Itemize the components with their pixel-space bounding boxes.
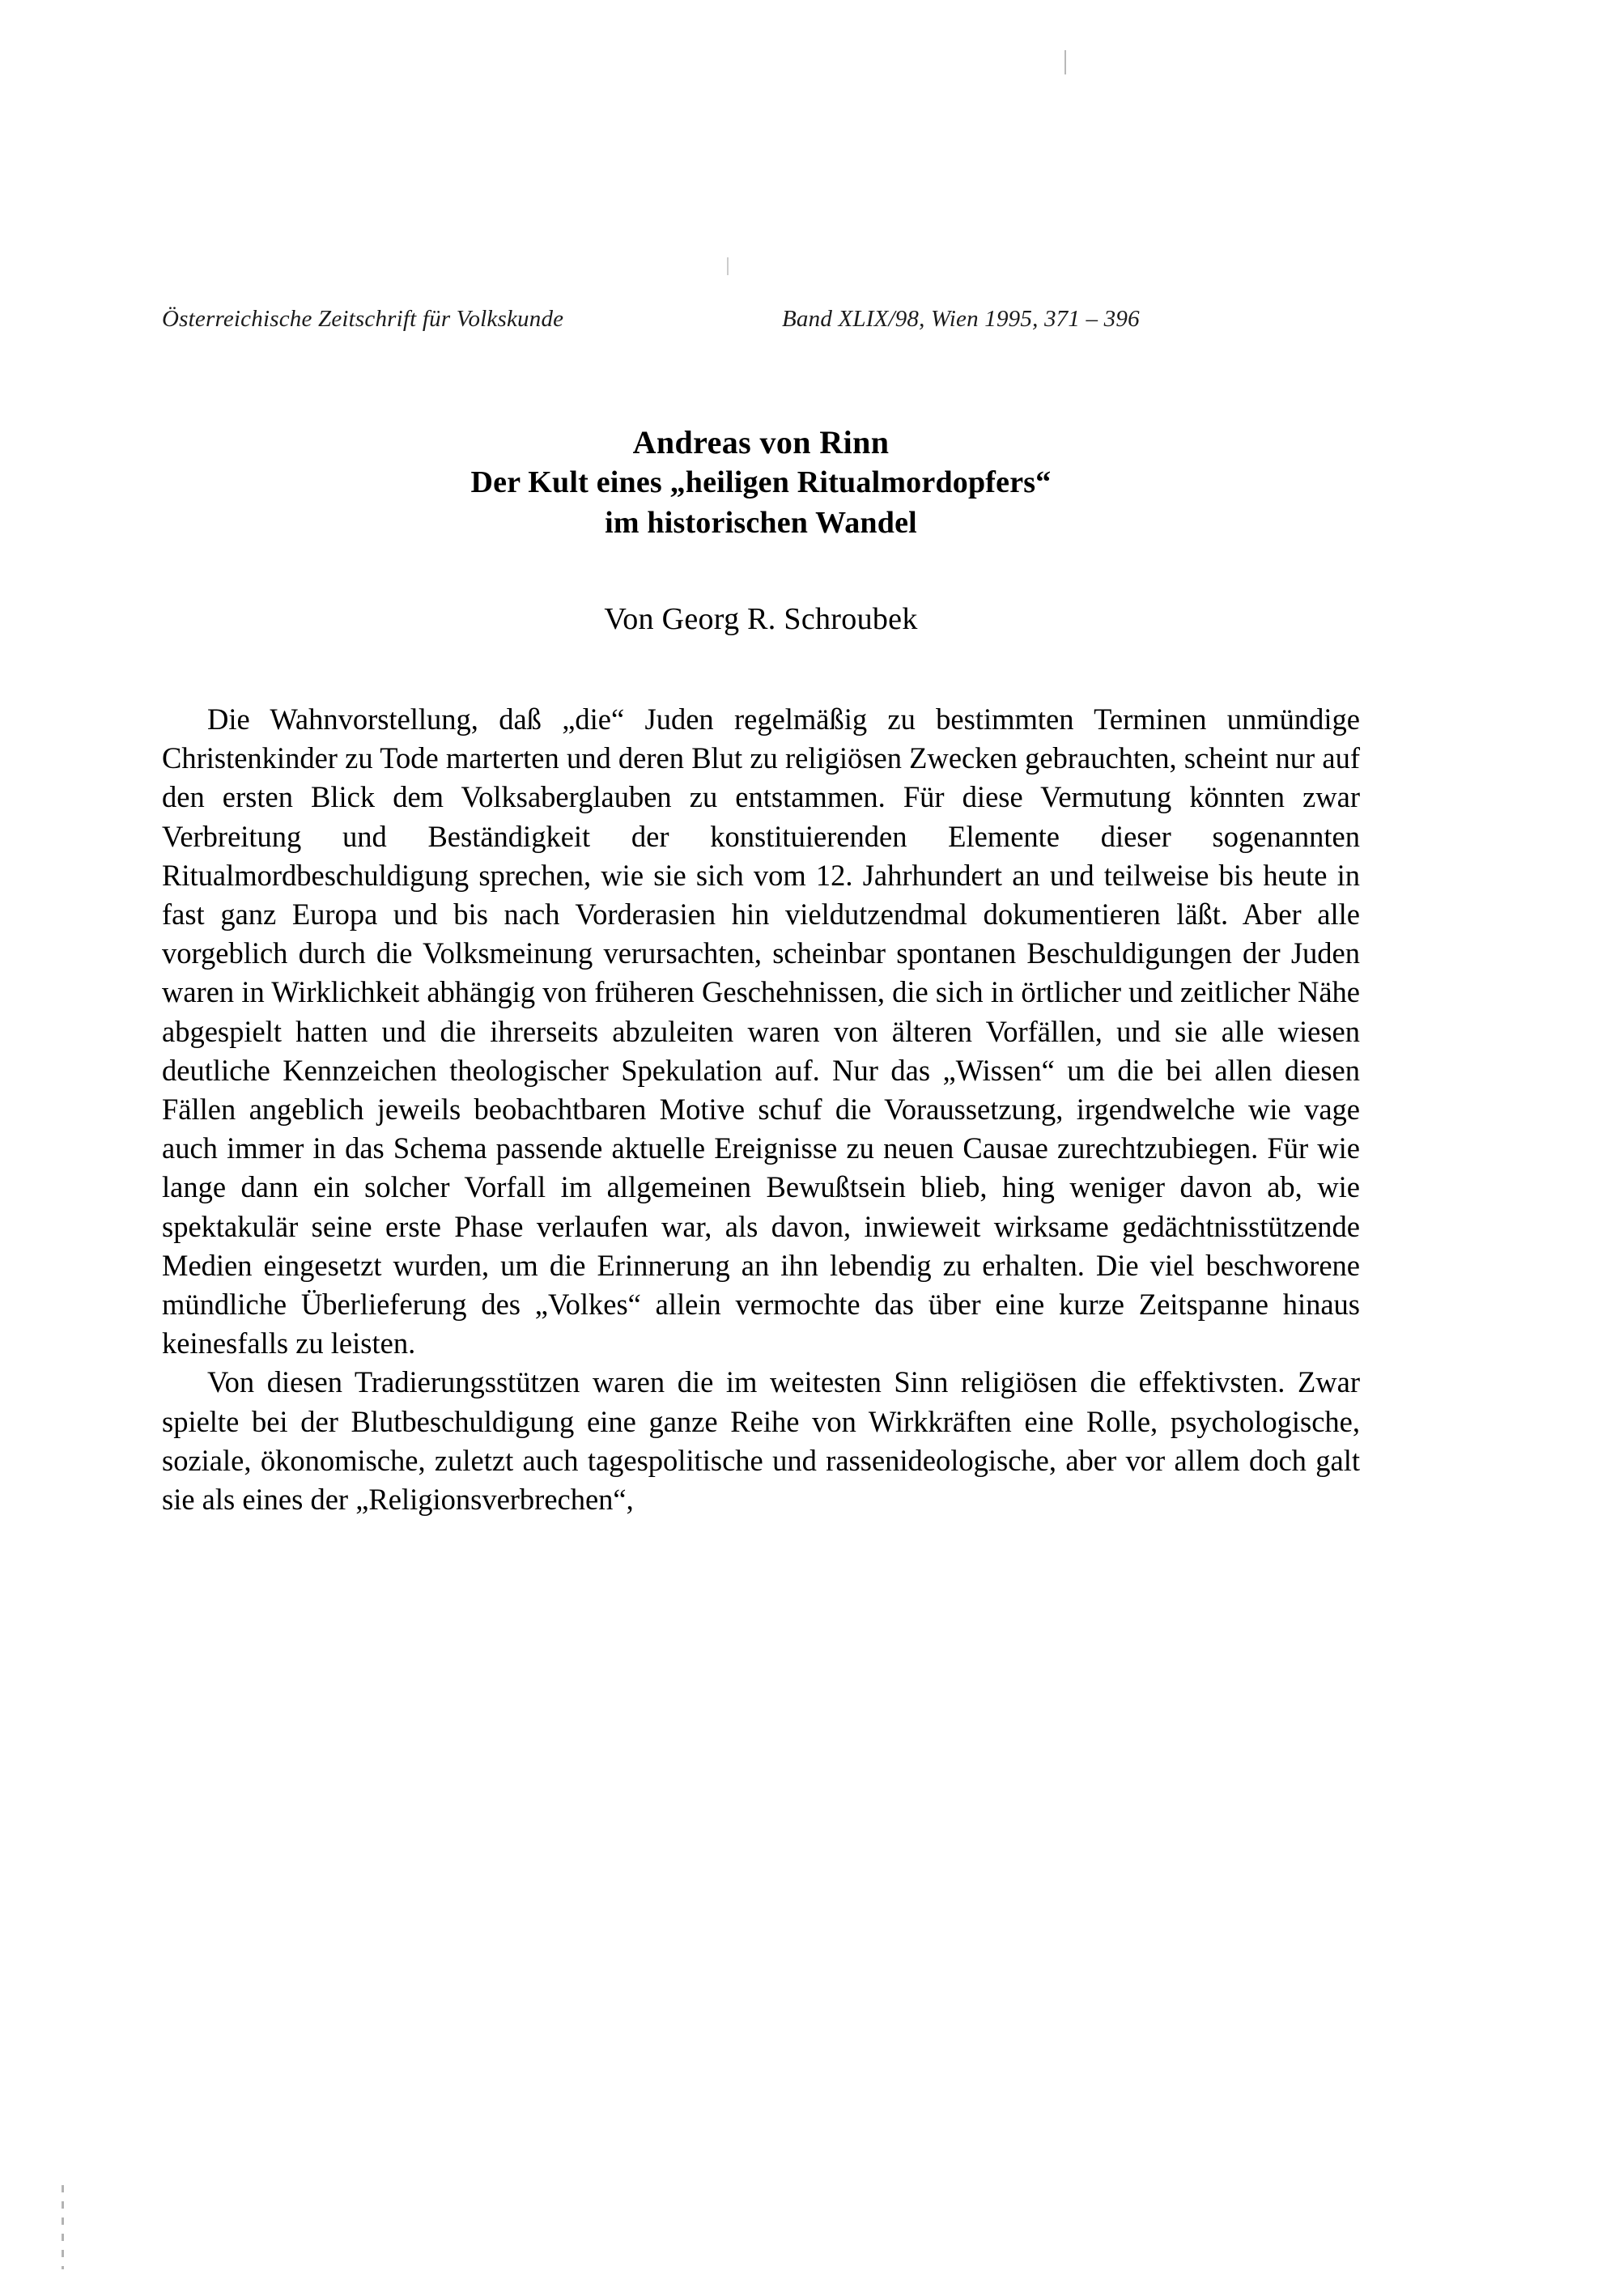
journal-issue-info: Band XLIX/98, Wien 1995, 371 – 396 xyxy=(782,306,1140,332)
article-author: Von Georg R. Schroubek xyxy=(604,601,918,636)
journal-name: Österreichische Zeitschrift für Volkskunde xyxy=(162,306,564,332)
page-content xyxy=(162,0,1360,1519)
journal-running-head xyxy=(162,306,1360,333)
title-line-2: Der Kult eines „heiligen Ritualmordopfers“ xyxy=(470,465,1052,500)
title-line-1: Andreas von Rinn xyxy=(632,424,890,460)
article-body xyxy=(162,700,1360,1519)
body-paragraph: Die Wahnvorstellung, daß „die“ Juden regelmäßig zu bestimmten Terminen unmündige Christenkinder zu Tode marterten und deren Blut zu religiösen Zwecken gebrauchten, scheint nur auf den ersten Blick dem Volksaberglauben zu entstammen. Für diese Vermutung könnten zwar Verbreitung und Beständigkeit der konstituierenden Elemente dieser sogenannten Ritualmordbeschuldigung sprechen, wie sie sich vom 12. Jahrhundert an und teilweise bis heute in fast ganz Europa und bis nach Vorderasien hin vieldutzendmal dokumentieren läßt. Aber alle vorgeblich durch die Volksmeinung verursachten, scheinbar spontanen Beschuldigungen der Juden waren in Wirklichkeit abhängig von früheren Geschehnissen, die sich in örtlicher und zeitlicher Nähe abgespielt hatten und die ihrerseits abzuleiten waren von älteren Vorfällen, und sie alle wiesen deutliche Kennzeichen theologischer Spekulation auf. Nur das „Wissen“ um die bei allen diesen Fällen angeblich jeweils beobachtbaren Motive schuf die Voraussetzung, irgendwelche wie vage auch immer in das Schema passende aktuelle Ereignisse zu neuen Causae zurechtzubiegen. Für wie lange dann ein solcher Vorfall im allgemeinen Bewußtsein blieb, hing weniger davon ab, wie spektakulär seine erste Phase verlaufen war, als davon, inwieweit wirksame gedächtnisstützende Medien eingesetzt wurden, um die Erinnerung an ihn lebendig zu erhalten. Die viel beschworene mündliche Überlieferung des „Volkes“ allein vermochte das über eine kurze Zeitspanne hinaus keinesfalls zu leisten. xyxy=(162,702,1360,1360)
body-paragraph: Von diesen Tradierungsstützen waren die im weitesten Sinn religiösen die effektivsten. Zwar spielte bei der Blutbeschuldigung eine ganze Reihe von Wirkkräften eine Rolle, psychologische, soziale, ökonomische, zuletzt auch tagespolitische und rassenideologische, aber vor allem doch galt sie als eines der „Religionsverbrechen“, xyxy=(162,1365,1360,1517)
title-line-3: im historischen Wandel xyxy=(605,505,917,540)
page-registration-mark-left xyxy=(62,2185,64,2269)
page-title xyxy=(162,422,1360,543)
